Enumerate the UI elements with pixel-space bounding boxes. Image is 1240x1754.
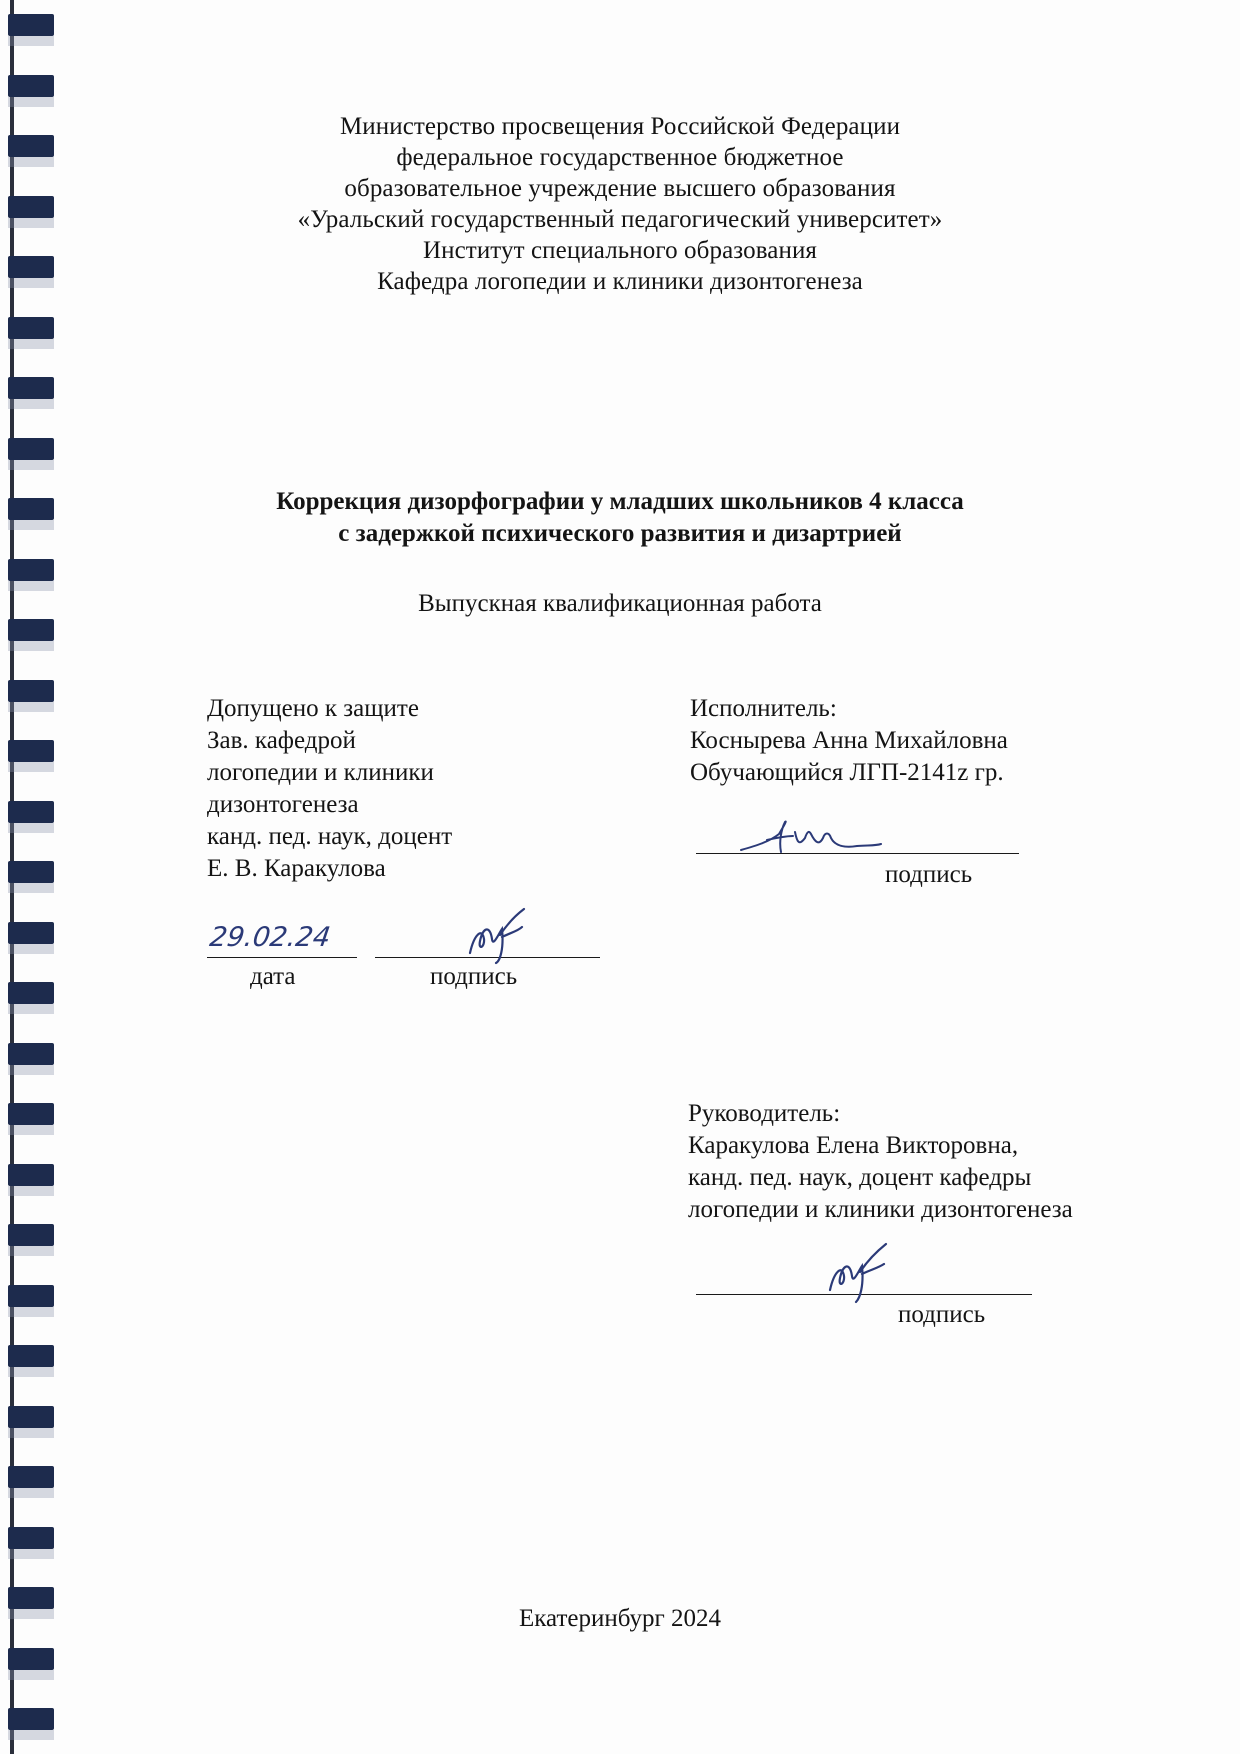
binding-ring	[8, 559, 54, 581]
binding-ring	[8, 1345, 54, 1367]
executor-line: Коснырева Анна Михайловна	[690, 727, 1008, 754]
executor-line: Исполнитель:	[690, 695, 837, 722]
head-signature-label: подпись	[430, 963, 518, 990]
binding-ring	[8, 1708, 54, 1730]
binding-ring	[8, 1224, 54, 1246]
binding-ring	[8, 438, 54, 460]
binding-ring	[8, 1103, 54, 1125]
date-line	[207, 957, 357, 958]
binding-ring	[8, 1466, 54, 1488]
work-type: Выпускная квалификационная работа	[418, 590, 822, 617]
header-line: Институт специального образования	[422, 237, 818, 264]
admission-line: Зав. кафедрой	[207, 727, 356, 754]
binding-ring	[8, 1043, 54, 1065]
header-line: Кафедра логопедии и клиники дизонтогенеза	[377, 268, 863, 295]
binding-ring	[8, 317, 54, 339]
admission-line: дизонтогенеза	[207, 791, 359, 818]
binding-ring	[8, 922, 54, 944]
header-line: Министерство просвещения Российской Федерации	[339, 113, 901, 140]
binding-ring	[8, 740, 54, 762]
city-year: Екатеринбург 2024	[518, 1605, 722, 1632]
executor-line: Обучающийся ЛГП-2141z гр.	[690, 759, 1004, 786]
binding-ring	[8, 619, 54, 641]
admission-line: Е. В. Каракулова	[207, 855, 386, 882]
admission-line: логопедии и клиники	[207, 759, 434, 786]
handwritten-date: 29.02.24	[207, 922, 333, 953]
thesis-title-line-1: Коррекция дизорфографии у младших школьников 4 класса	[276, 488, 964, 515]
binding-ring	[8, 1648, 54, 1670]
binding-ring	[8, 1406, 54, 1428]
executor-signature-label: подпись	[885, 861, 973, 888]
supervisor-line: канд. пед. наук, доцент кафедры	[688, 1164, 1032, 1191]
binding-ring	[8, 982, 54, 1004]
header-line: федеральное государственное бюджетное	[396, 144, 844, 171]
header-line: «Уральский государственный педагогический университет»	[297, 206, 943, 233]
binding-ring	[8, 680, 54, 702]
admission-line: Допущено к защите	[207, 695, 419, 722]
binding-ring	[8, 861, 54, 883]
binding-ring	[8, 1164, 54, 1186]
binding-ring	[8, 1285, 54, 1307]
supervisor-line: Руководитель:	[688, 1100, 841, 1127]
binding-ring	[8, 1527, 54, 1549]
binding-ring	[8, 377, 54, 399]
supervisor-line: логопедии и клиники дизонтогенеза	[688, 1196, 1073, 1223]
thesis-title-line-2: с задержкой психического развития и дизартрией	[338, 520, 902, 547]
binding-ring	[8, 75, 54, 97]
admission-line: канд. пед. наук, доцент	[207, 823, 453, 850]
head-signature-icon	[460, 905, 540, 965]
header-line: образовательное учреждение высшего образования	[344, 175, 896, 202]
supervisor-line: Каракулова Елена Викторовна,	[688, 1132, 1019, 1159]
date-label: дата	[250, 963, 296, 990]
binding-ring	[8, 801, 54, 823]
supervisor-signature-label: подпись	[898, 1301, 986, 1328]
executor-signature-icon	[735, 812, 885, 860]
supervisor-signature-icon	[820, 1240, 900, 1304]
binding-ring	[8, 14, 54, 36]
